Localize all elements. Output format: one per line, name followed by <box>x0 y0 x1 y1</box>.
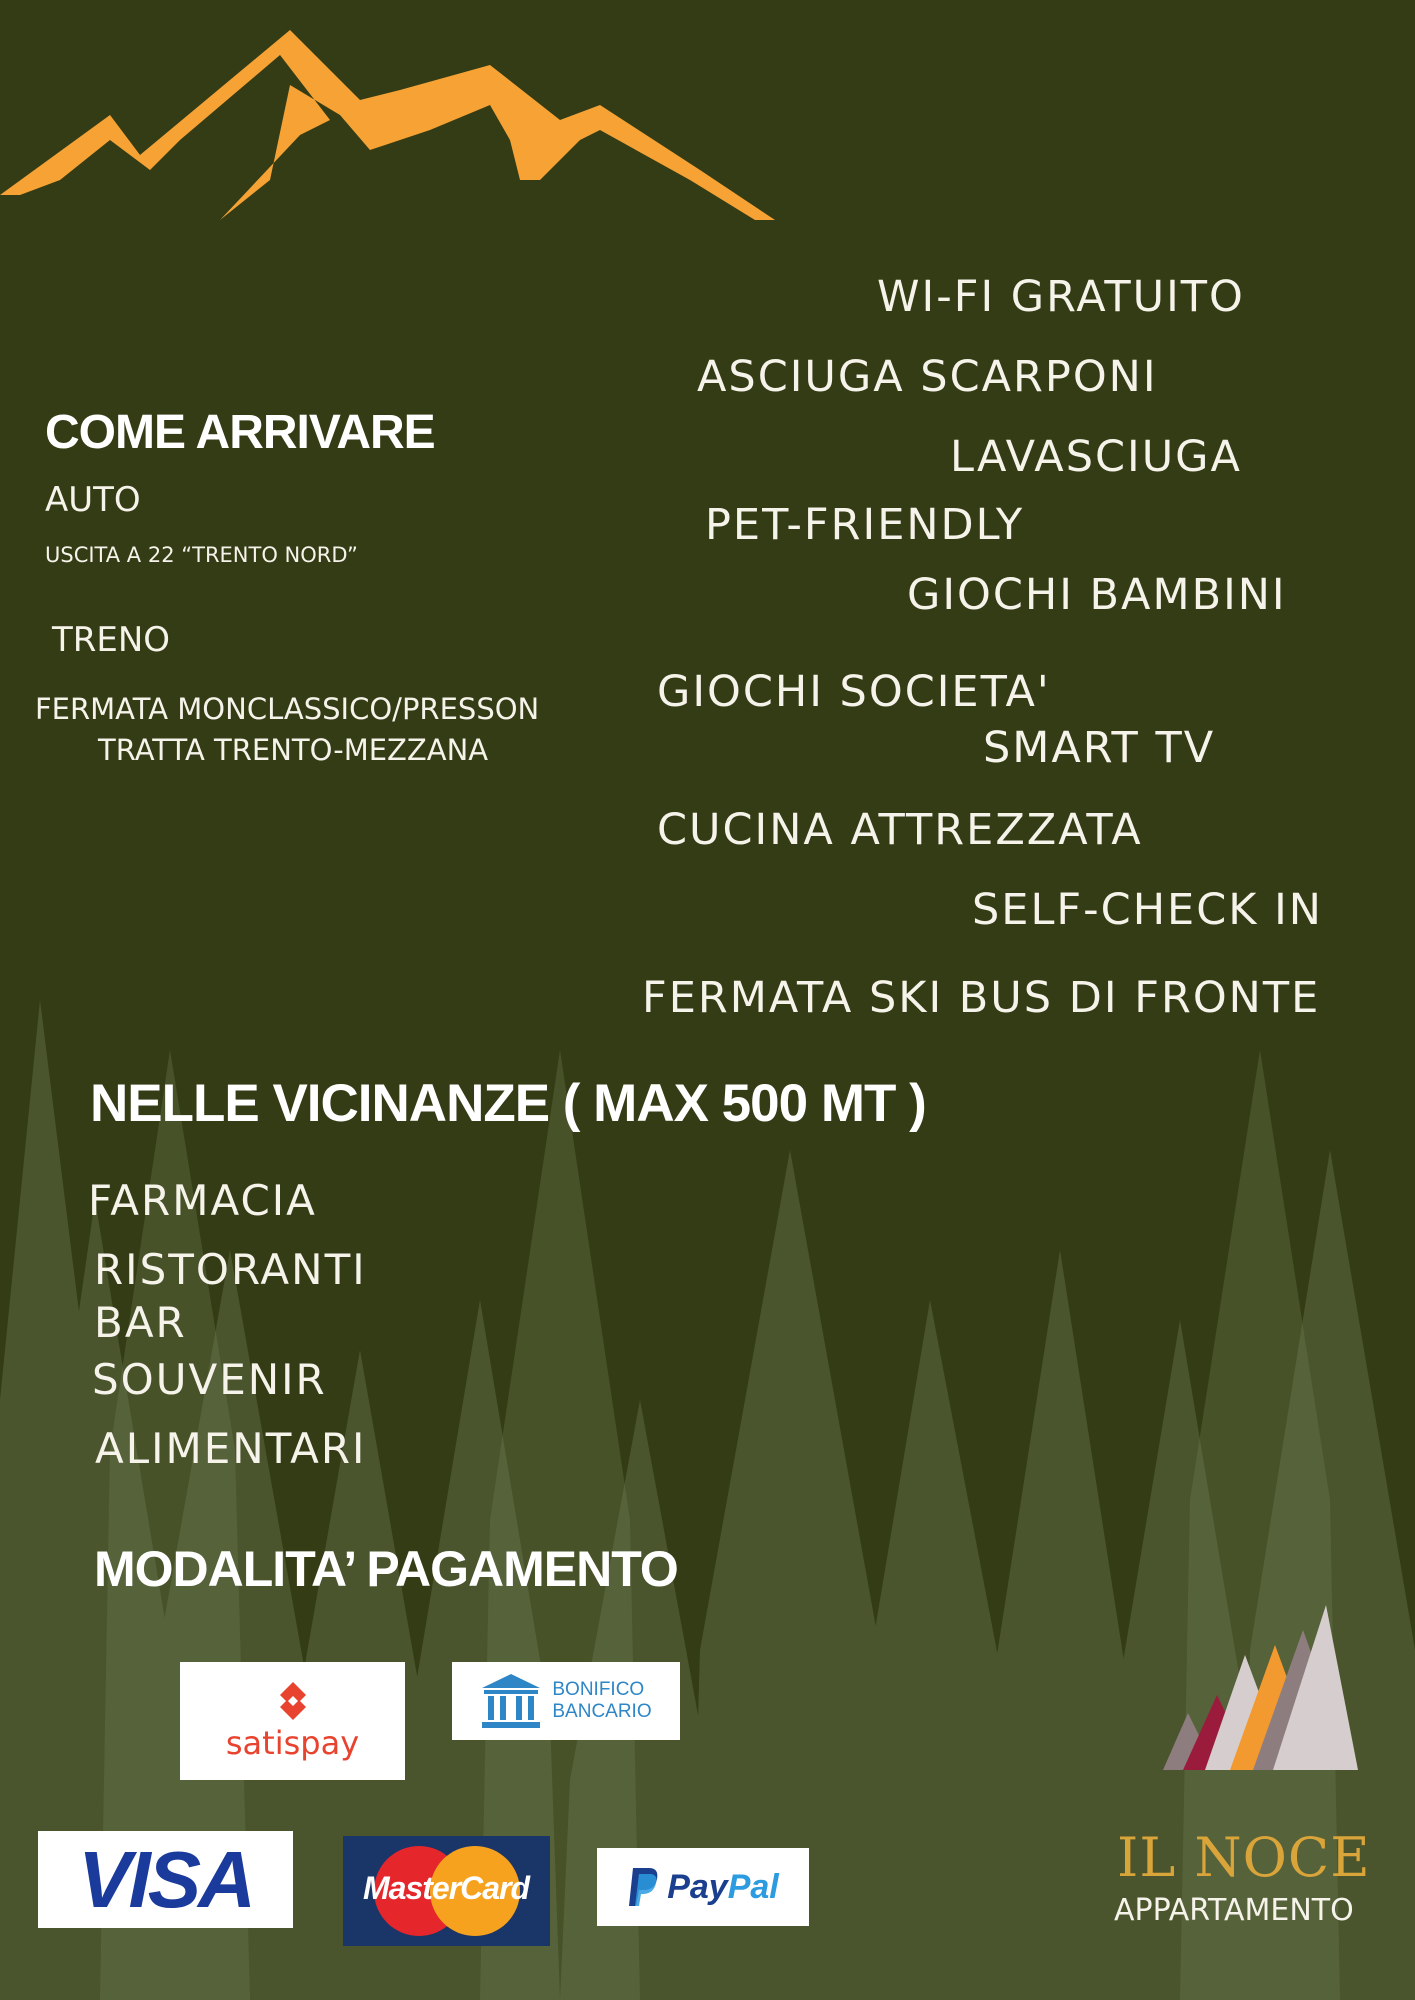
amenity-item: GIOCHI SOCIETA' <box>657 667 1051 717</box>
visa-card <box>38 1831 293 1928</box>
amenity-item: SMART TV <box>983 723 1216 773</box>
mountain-logo-icon <box>0 30 790 230</box>
amenity-item: LAVASCIUGA <box>950 432 1242 482</box>
satispay-card <box>180 1662 405 1780</box>
nearby-item: RISTORANTI <box>94 1245 367 1294</box>
satispay-icon <box>272 1680 314 1722</box>
mastercard-card <box>343 1836 550 1946</box>
amenity-item: CUCINA ATTREZZATA <box>657 805 1143 855</box>
train-detail: FERMATA MONCLASSICO/PRESSON <box>35 692 540 726</box>
nearby-item: BAR <box>94 1298 187 1347</box>
bonifico-label: BONIFICO <box>552 1679 645 1700</box>
visa-logo: VISA <box>78 1834 253 1924</box>
bancario-label: BANCARIO <box>552 1701 652 1722</box>
nearby-item: ALIMENTARI <box>95 1424 367 1473</box>
car-label: AUTO <box>45 480 141 520</box>
paypal-label-pal: Pal <box>727 1867 779 1906</box>
paypal-label-pay: Pay <box>667 1867 728 1906</box>
arrive-title: COME ARRIVARE <box>45 406 435 459</box>
mastercard-label: MasterCard <box>363 1870 530 1906</box>
brand-name: IL NOCE <box>1117 1826 1371 1889</box>
amenity-item: FERMATA SKI BUS DI FRONTE <box>642 973 1321 1023</box>
amenity-item: ASCIUGA SCARPONI <box>697 352 1158 402</box>
nearby-title: NELLE VICINANZE ( MAX 500 MT ) <box>90 1074 926 1133</box>
amenity-item: WI-FI GRATUITO <box>877 272 1245 322</box>
satispay-label: satispay <box>225 1724 360 1762</box>
bonifico-card <box>452 1662 680 1740</box>
bank-icon <box>480 1672 542 1730</box>
train-label: TRENO <box>52 620 171 660</box>
payment-title: MODALITA’ PAGAMENTO <box>94 1541 678 1597</box>
brand-mountain-icon <box>1113 1605 1363 1775</box>
car-detail: USCITA A 22 “TRENTO NORD” <box>45 543 358 567</box>
paypal-card <box>597 1848 809 1926</box>
paypal-icon <box>627 1866 661 1908</box>
amenity-item: PET-FRIENDLY <box>705 500 1025 550</box>
nearby-item: SOUVENIR <box>92 1355 327 1404</box>
amenity-item: SELF-CHECK IN <box>972 885 1323 935</box>
brand-subtitle: APPARTAMENTO <box>1114 1893 1354 1928</box>
nearby-item: FARMACIA <box>88 1176 317 1225</box>
train-route: TRATTA TRENTO-MEZZANA <box>98 733 489 767</box>
amenity-item: GIOCHI BAMBINI <box>907 570 1287 620</box>
